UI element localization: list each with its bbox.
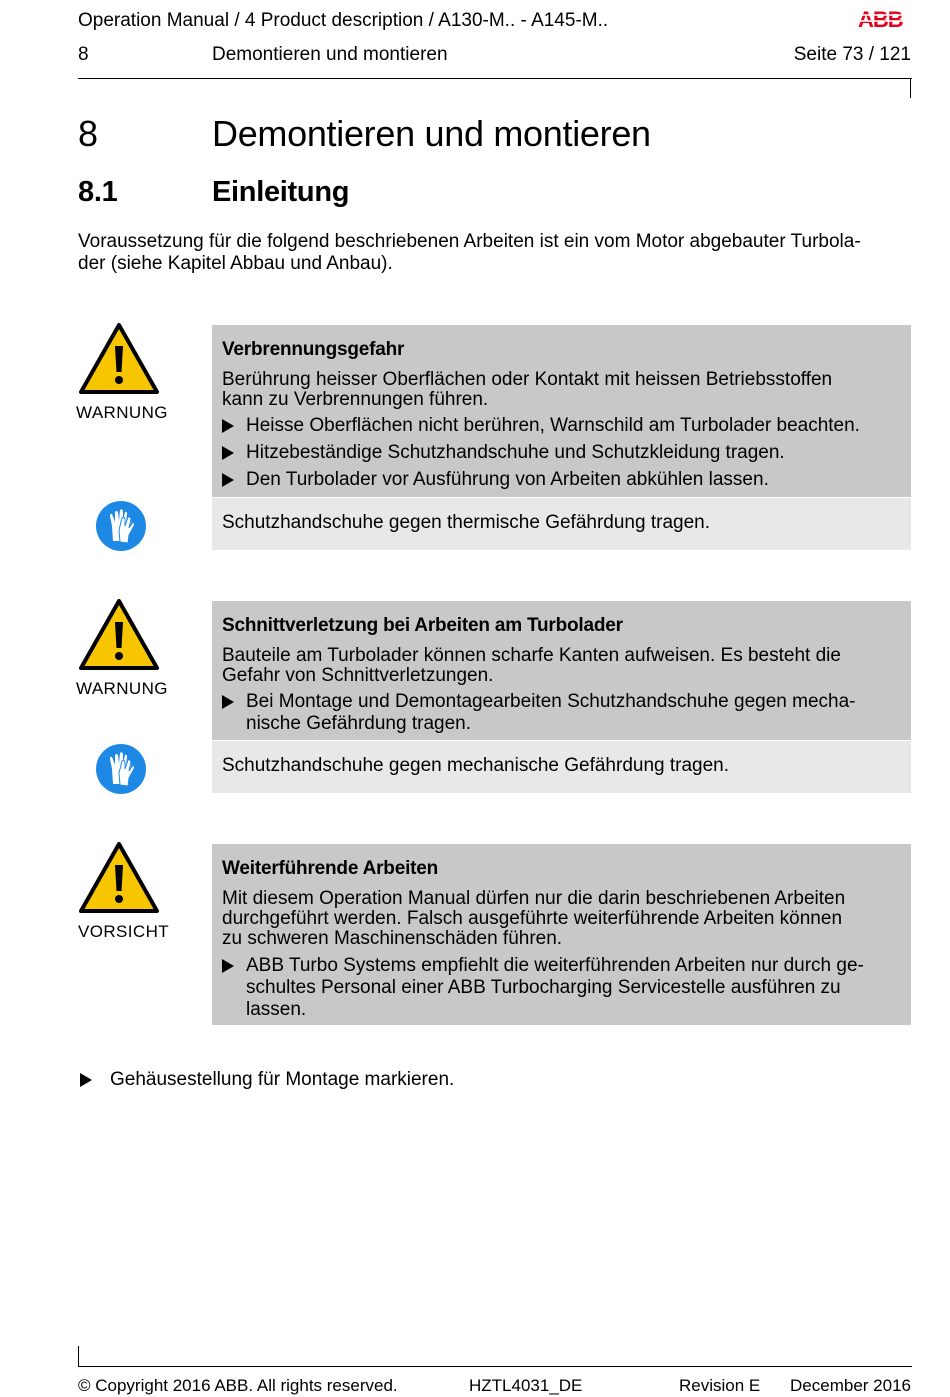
- notice-description: [222, 370, 898, 410]
- notice-bullet-line: lassen.: [246, 999, 307, 1020]
- revision: Revision E: [679, 1376, 761, 1395]
- signal-word: WARNUNG: [76, 679, 168, 698]
- notice-description-line: Gefahr von Schnittverletzungen.: [222, 665, 494, 686]
- subsection-number: 8.1: [78, 176, 118, 208]
- header-rule-tick: [910, 78, 911, 98]
- notice-description-line: Bauteile am Turbolader können scharfe Kanten aufweisen. Es besteht die: [222, 645, 841, 666]
- warning-triangle-icon: [78, 841, 160, 915]
- signal-word: VORSICHT: [78, 922, 170, 941]
- notice-description-line: Mit diesem Operation Manual dürfen nur die darin beschriebenen Arbeiten: [222, 888, 846, 909]
- protective-gloves-icon: [95, 500, 147, 552]
- copyright: © Copyright 2016 ABB. All rights reserved.: [78, 1376, 398, 1395]
- footer-rule-tick: [78, 1346, 79, 1366]
- triangle-bullet-icon: [80, 1073, 92, 1087]
- page-number: Seite 73 / 121: [793, 44, 911, 65]
- intro-line: der (siehe Kapitel Abbau und Anbau).: [78, 253, 393, 274]
- document-id: HZTL4031_DE: [469, 1376, 583, 1395]
- intro-line: Voraussetzung für die folgend beschriebenen Arbeiten ist ein vom Motor abgebauter Turbola-: [78, 231, 861, 252]
- triangle-bullet-icon: [222, 473, 234, 487]
- notice-description-line: durchgeführt werden. Falsch ausgeführte weiterführende Arbeiten können: [222, 908, 843, 929]
- triangle-bullet-icon: [222, 419, 234, 433]
- notice-description-line: Berührung heisser Oberflächen oder Kontakt mit heissen Betriebsstoffen: [222, 369, 833, 390]
- caution-notice-further-work: [212, 844, 911, 1025]
- triangle-bullet-icon: [222, 959, 234, 973]
- section-title: Demontieren und montieren: [212, 113, 651, 154]
- svg-text:ABB: ABB: [858, 8, 903, 30]
- ppe-instruction: [212, 741, 911, 793]
- notice-bullet-line: ABB Turbo Systems empfiehlt die weiterführenden Arbeiten nur durch ge-: [246, 955, 864, 976]
- header-chapter-title: Demontieren und montieren: [212, 44, 448, 65]
- abb-logo: [858, 8, 912, 30]
- triangle-bullet-icon: [222, 695, 234, 709]
- date: December 2016: [790, 1376, 911, 1395]
- document-title: Operation Manual / 4 Product description / A130-M.. - A145-M..: [78, 10, 609, 31]
- notice-bullet-line: nische Gefährdung tragen.: [246, 713, 471, 734]
- action-step-text: Gehäusestellung für Montage markieren.: [110, 1069, 455, 1090]
- footer-rule: [78, 1366, 912, 1367]
- warning-triangle-icon: [78, 598, 160, 672]
- warning-triangle-icon: [78, 322, 160, 396]
- notice-bullet-line: schultes Personal einer ABB Turbocharging Servicestelle ausführen zu: [246, 977, 841, 998]
- notice-title: Schnittverletzung bei Arbeiten am Turbolader: [222, 615, 623, 636]
- notice-title: Weiterführende Arbeiten: [222, 858, 439, 879]
- notice-description: [222, 646, 898, 686]
- warning-notice-burn: Verbrennungsgefahr Berührung heisser Oberflächen oder Kontakt mit heissen Betriebsstoffen kann zu Verbrennungen führen. Heisse Oberflächen nicht berühren, Warnschild am Turbolader beachten. Hitzebeständige Schutzhandschuhe und Schutzkleidung tragen. Den Turbolader vor Ausführung von Arbeiten abkühlen lassen. Schutzhandschuhe gegen thermische Gefährdung tragen.: [212, 325, 911, 550]
- protective-gloves-icon: [95, 743, 147, 795]
- ppe-text: Schutzhandschuhe gegen thermische Gefährdung tragen.: [222, 512, 710, 533]
- notice-description-line: kann zu Verbrennungen führen.: [222, 389, 489, 410]
- action-step: [78, 1069, 912, 1091]
- header-chapter-number: 8: [78, 44, 89, 65]
- triangle-bullet-icon: [222, 446, 234, 460]
- ppe-instruction: [212, 498, 911, 550]
- subsection-title: Einleitung: [212, 176, 350, 208]
- notice-description-line: zu schweren Maschinenschäden führen.: [222, 928, 563, 949]
- signal-word: WARNUNG: [76, 403, 168, 422]
- section-number: 8: [78, 113, 98, 154]
- intro-paragraph: [78, 231, 912, 275]
- ppe-text: Schutzhandschuhe gegen mechanische Gefährdung tragen.: [222, 755, 730, 776]
- notice-bullet-line: Bei Montage und Demontagearbeiten Schutzhandschuhe gegen mecha-: [246, 691, 856, 712]
- notice-description: [222, 889, 898, 949]
- header-rule: [78, 78, 912, 79]
- notice-title: Verbrennungsgefahr: [222, 339, 405, 360]
- warning-notice-cut: [212, 601, 911, 793]
